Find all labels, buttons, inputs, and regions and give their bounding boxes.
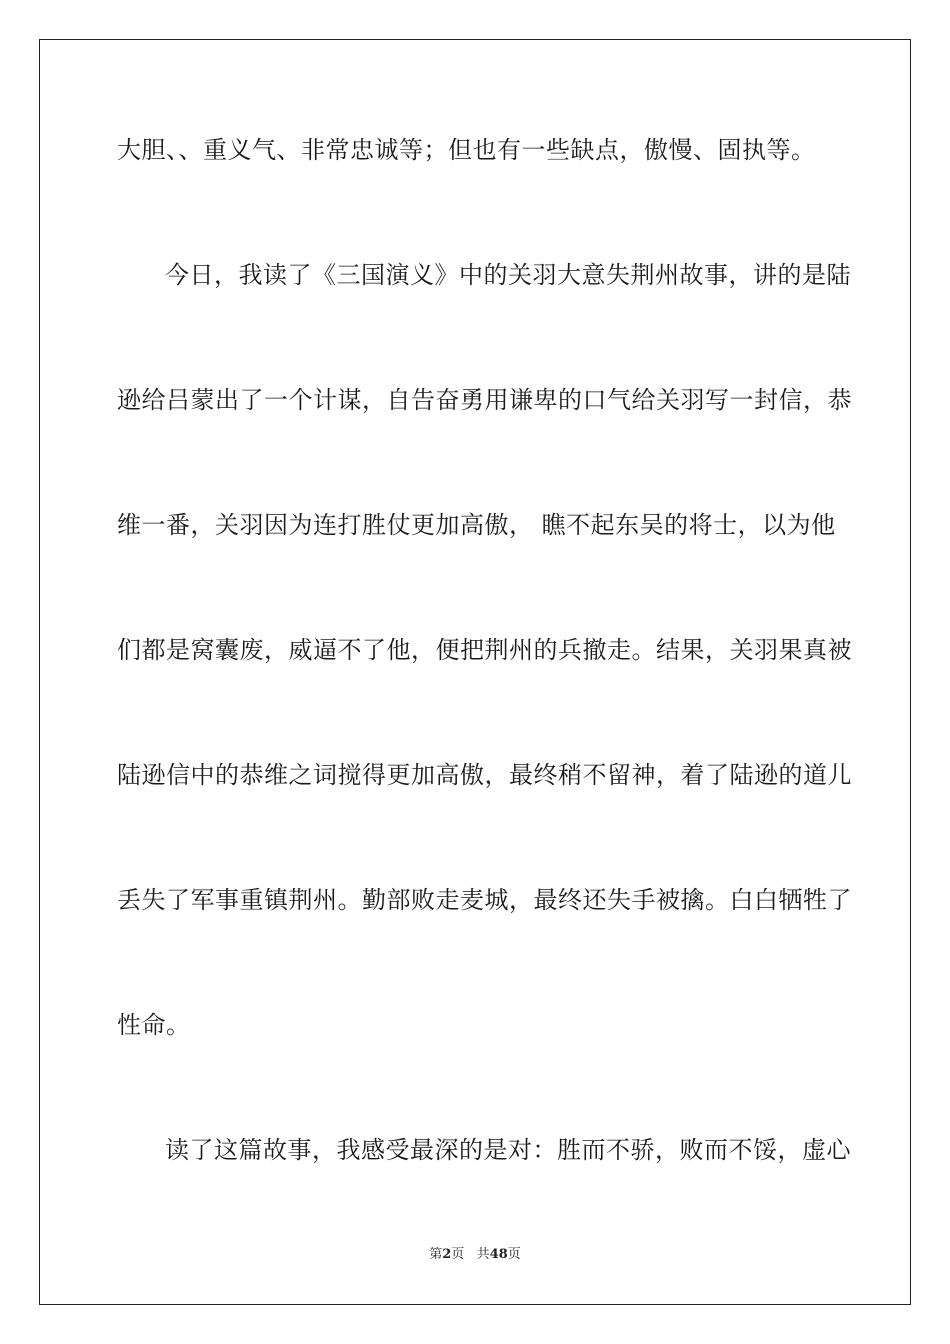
body-line-3: 逊给吕蒙出了一个计谋，自告奋勇用谦卑的口气给关羽写一封信，恭 (117, 386, 852, 414)
total-suffix: 页 (507, 1247, 521, 1262)
body-line-2: 今日，我读了《三国演义》中的关羽大意失荆州故事，讲的是陆 (165, 261, 851, 289)
body-line-9: 读了这篇故事，我感受最深的是对：胜而不骄，败而不馁，虚心 (165, 1136, 851, 1164)
page-suffix: 页 (451, 1247, 465, 1262)
body-line-4: 维一番，关羽因为连打胜仗更加高傲， 瞧不起东吴的将士，以为他 (117, 511, 836, 539)
page-prefix: 第 (429, 1247, 443, 1262)
page-footer (0, 1246, 950, 1264)
body-line-1: 大胆、、重义气、非常忠诚等；但也有一些缺点，傲慢、固执等。 (117, 136, 816, 164)
body-line-7: 丢失了军事重镇荆州。勤部败走麦城，最终还失手被擒。白白牺牲了 (117, 886, 852, 914)
total-prefix: 共 (476, 1247, 490, 1262)
body-line-8: 性命。 (117, 1011, 191, 1039)
page-border (39, 39, 911, 1305)
total-pages: 48 (489, 1247, 508, 1262)
page-number: 2 (442, 1247, 452, 1262)
body-line-5: 们都是窝囊废，威逼不了他，便把荆州的兵撤走。结果，关羽果真被 (117, 636, 852, 664)
body-line-6: 陆逊信中的恭维之词搅得更加高傲，最终稍不留神，着了陆逊的道儿 (117, 761, 852, 789)
